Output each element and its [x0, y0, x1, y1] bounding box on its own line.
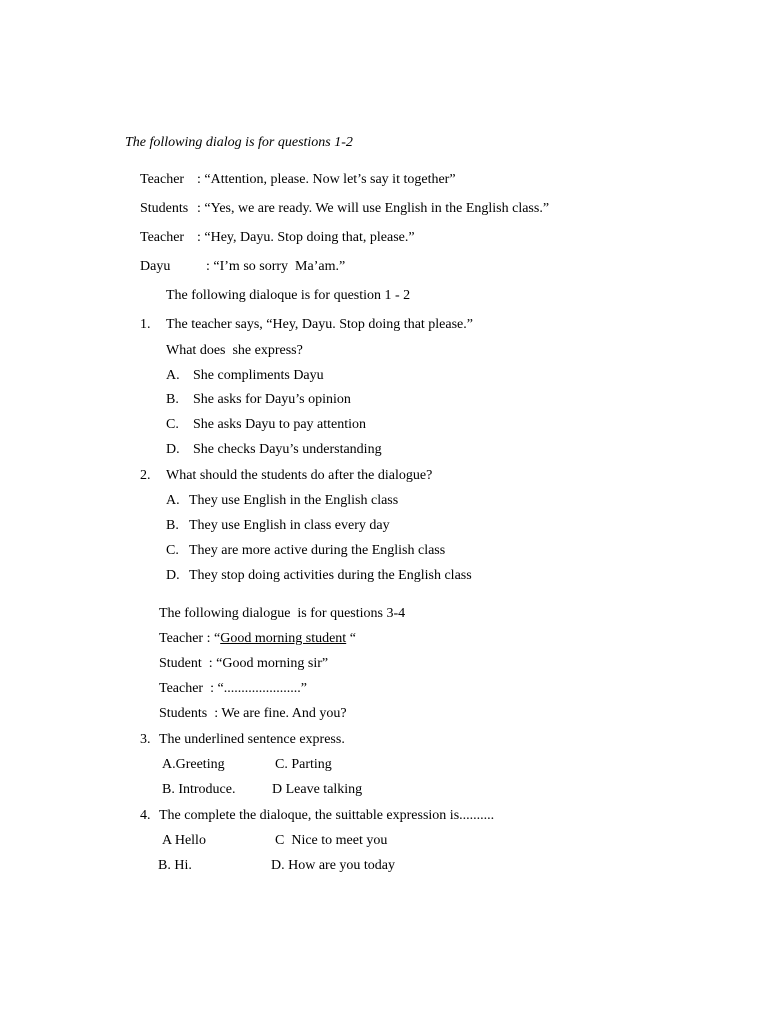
dialog-line [140, 229, 415, 247]
question-number: 3. [140, 732, 151, 747]
option-a[interactable] [166, 492, 398, 510]
option-text: She asks for Dayu’s opinion [193, 392, 351, 407]
question-stem: The underlined sentence express. [159, 732, 345, 747]
dialog-text: : “Hey, Dayu. Stop doing that, please.” [197, 230, 415, 245]
dialog-caption: The following dialoque is for question 1 - 2 [166, 288, 411, 303]
speaker-name: Dayu [140, 259, 171, 274]
option-letter: D. [166, 568, 180, 583]
option-letter: A. [166, 493, 180, 508]
dialog-line [159, 630, 356, 648]
option-text: She checks Dayu’s understanding [193, 442, 382, 457]
dialog-line [140, 258, 345, 276]
option-a[interactable]: A Hello [162, 833, 206, 848]
option-letter: C. [166, 543, 179, 558]
option-b[interactable]: B. Introduce. [162, 782, 236, 797]
dialog-text: : “I’m so sorry Ma’am.” [206, 259, 346, 274]
section-heading: The following dialog is for questions 1-2 [125, 135, 353, 150]
speaker-name: Students [140, 201, 189, 216]
dialog-text-end: “ [346, 631, 356, 646]
option-letter: B. [166, 392, 179, 407]
option-a[interactable]: A.Greeting [162, 757, 225, 772]
dialog-line: Student : “Good morning sir” [159, 656, 329, 671]
option-c[interactable] [166, 542, 445, 560]
question-stem: The complete the dialoque, the suittable expression is.......... [159, 808, 495, 823]
question-stem: The teacher says, “Hey, Dayu. Stop doing that please.” [166, 317, 473, 332]
option-text: They use English in class every day [189, 518, 390, 533]
option-c[interactable] [166, 416, 366, 434]
question-stem-2: What does she express? [166, 343, 303, 358]
dialog-line [140, 200, 549, 218]
option-c[interactable]: C Nice to meet you [275, 833, 388, 848]
option-text: They are more active during the English class [189, 543, 446, 558]
option-c[interactable]: C. Parting [275, 757, 332, 772]
question-stem: What should the students do after the dialogue? [166, 468, 433, 483]
option-d[interactable]: D Leave talking [272, 782, 363, 797]
option-a[interactable] [166, 367, 324, 385]
question-number: 1. [140, 317, 151, 332]
option-letter: D. [166, 442, 180, 457]
underlined-sentence: Good morning student [220, 631, 347, 646]
dialog-speaker: Teacher : “ [159, 631, 221, 646]
option-text: They stop doing activities during the English class [189, 568, 472, 583]
option-text: They use English in the English class [189, 493, 399, 508]
option-d[interactable] [166, 567, 472, 585]
option-text: She asks Dayu to pay attention [193, 417, 367, 432]
speaker-name: Teacher [140, 230, 185, 245]
option-letter: A. [166, 368, 180, 383]
dialog-text: : “Attention, please. Now let’s say it together” [197, 172, 456, 187]
option-letter: B. [166, 518, 179, 533]
option-b[interactable] [166, 517, 390, 535]
option-b[interactable]: B. Hi. [158, 858, 192, 873]
option-text: She compliments Dayu [193, 368, 324, 383]
dialog-caption-2: The following dialogue is for questions 3-4 [159, 606, 406, 621]
dialog-line: Teacher : “......................” [159, 681, 307, 696]
option-d[interactable] [166, 441, 382, 459]
dialog-text: : “Yes, we are ready. We will use English in the English class.” [197, 201, 550, 216]
dialog-line [140, 171, 456, 189]
option-d[interactable]: D. How are you today [271, 858, 396, 873]
question-number: 2. [140, 468, 151, 483]
option-b[interactable] [166, 391, 351, 409]
dialog-line: Students : We are fine. And you? [159, 706, 347, 721]
option-letter: C. [166, 417, 179, 432]
question-number: 4. [140, 808, 151, 823]
speaker-name: Teacher [140, 172, 185, 187]
